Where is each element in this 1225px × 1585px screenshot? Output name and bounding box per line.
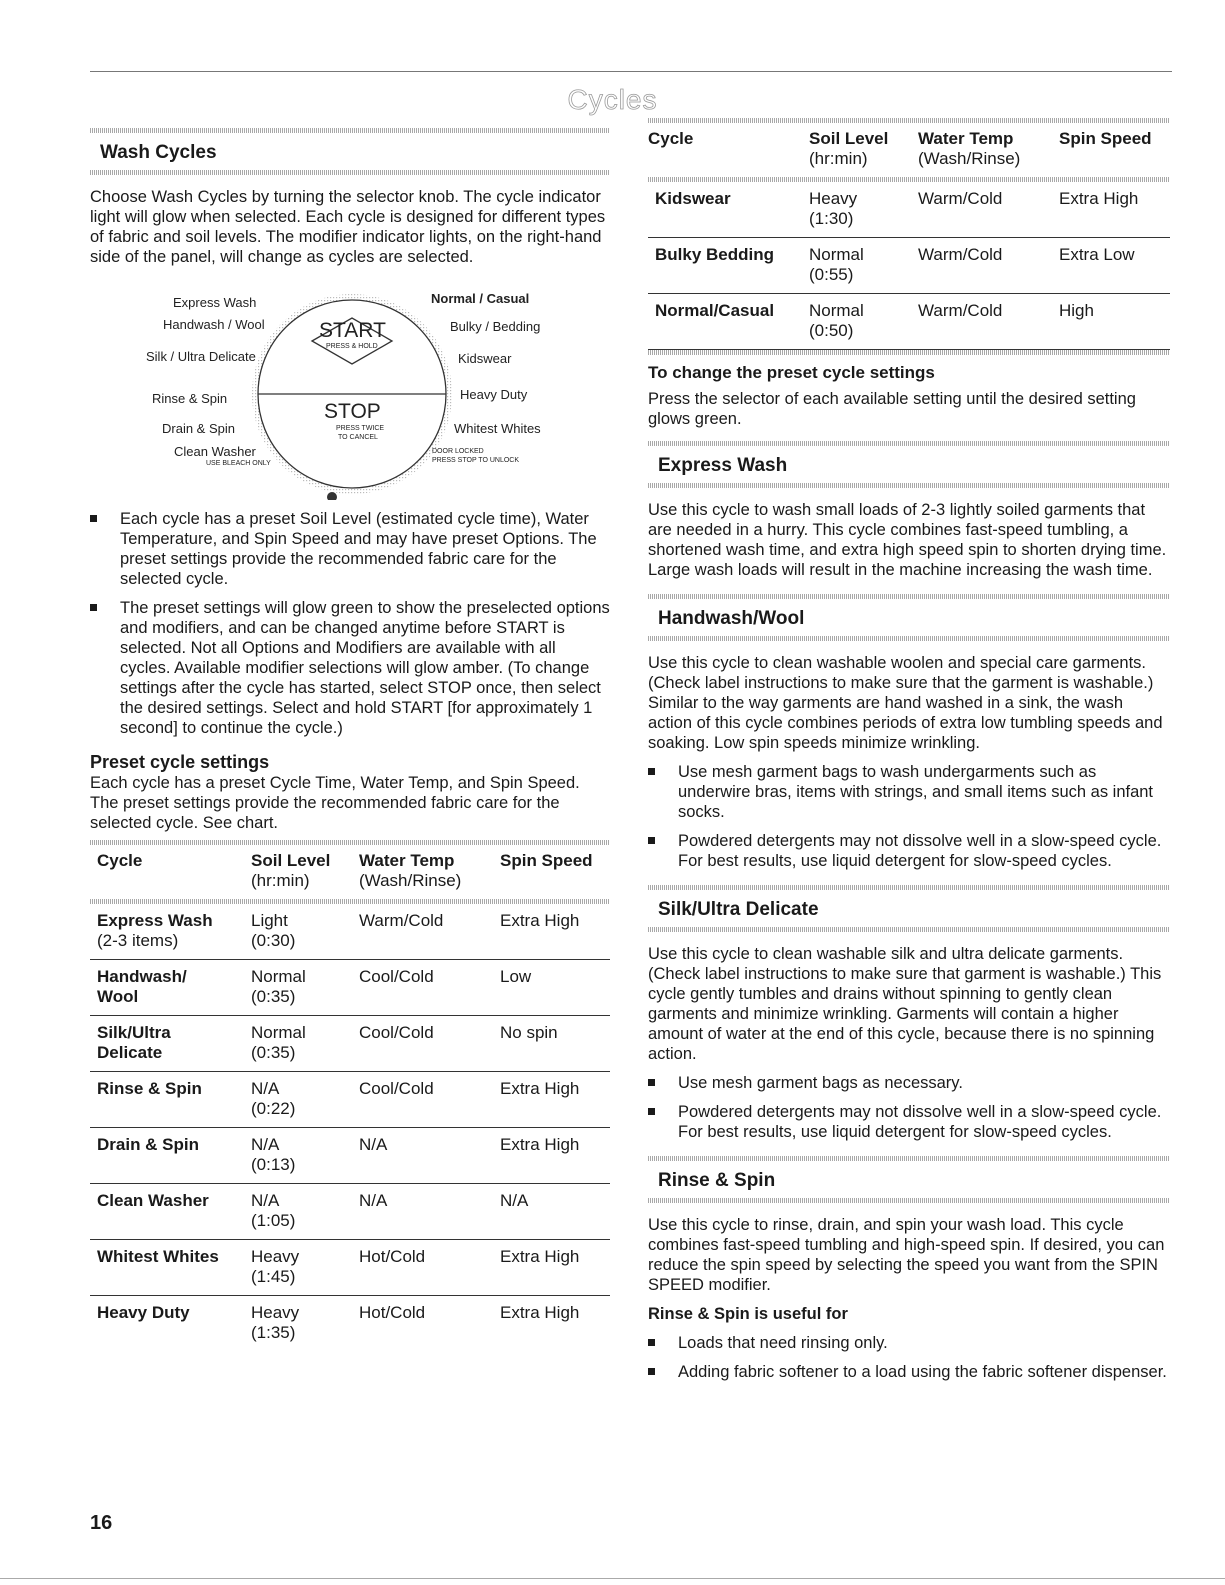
panel-label: Rinse & Spin (152, 391, 228, 406)
change-preset-title: To change the preset cycle settings (648, 363, 935, 382)
silk-bullets (648, 1073, 1170, 1142)
rinse-text: Use this cycle to rinse, drain, and spin your wash load. This cycle combines fast-speed tumbling and high-speed spin. If desired, you can reduce the spin speed by selecting the speed you want from the SPIN SPEED modifier. (648, 1216, 1165, 1294)
list-item: Loads that need rinsing only. (648, 1333, 1170, 1353)
start-sub-label: PRESS & HOLD (326, 343, 378, 350)
stop-sub-label: PRESS TWICE (336, 425, 385, 432)
header-temp: Water Temp (Wash/Rinse) (359, 851, 462, 890)
section-rule (648, 927, 1170, 932)
table-row: Handwash/ Wool Normal (0:35) Cool/Cold Low (90, 960, 610, 1016)
wash-cycles-heading: Wash Cycles (100, 142, 217, 163)
section-rule (648, 1198, 1170, 1203)
header-soil: Soil Level (hr:min) (251, 851, 331, 890)
rinse-bullets (648, 1333, 1170, 1382)
panel-label: Whitest Whites (454, 421, 541, 436)
handwash-bullets (648, 762, 1170, 871)
panel-label: PRESS STOP TO UNLOCK (432, 457, 520, 464)
panel-label: Normal / Casual (431, 291, 530, 306)
table-row: Express Wash (2-3 items) Light (0:30) Warm/Cold Extra High (90, 904, 610, 960)
table-row: Clean Washer N/A (1:05) N/A N/A (90, 1184, 610, 1240)
page-number: 16 (90, 1512, 113, 1534)
panel-label: Drain & Spin (162, 421, 235, 436)
top-rule (90, 71, 1172, 72)
rinse-useful-title: Rinse & Spin is useful for (648, 1305, 848, 1323)
cycle-table-left (90, 840, 610, 1351)
table-row: Bulky Bedding Normal (0:55) Warm/Cold Extra Low (648, 238, 1170, 294)
list-item: Each cycle has a preset Soil Level (estimated cycle time), Water Temperature, and Spin Speed and may have preset Options. The preset settings provide the recommended fabric care for the selected cycle. (90, 509, 610, 589)
change-preset-text: Press the selector of each available setting until the desired setting glows green. (648, 390, 1136, 428)
table-row: Kidswear Heavy (1:30) Warm/Cold Extra High (648, 182, 1170, 238)
preset-text: Each cycle has a preset Cycle Time, Water Temp, and Spin Speed. The preset settings provide the recommended fabric care for the selected cycle. See chart. (90, 774, 580, 832)
list-item: Powdered detergents may not dissolve well in a slow-speed cycle. For best results, use liquid detergent for slow-speed cycles. (648, 831, 1170, 871)
table-row: Normal/Casual Normal (0:50) Warm/Cold High (648, 294, 1170, 350)
stop-sub-label: TO CANCEL (338, 434, 378, 441)
preset-title: Preset cycle settings (90, 752, 270, 772)
panel-label: DOOR LOCKED (432, 448, 484, 455)
panel-label: Clean Washer (174, 444, 256, 459)
panel-label: Heavy Duty (460, 387, 528, 402)
panel-label: Express Wash (173, 295, 257, 310)
table-row: Heavy Duty Heavy (1:35) Hot/Cold Extra High (97, 1303, 580, 1342)
header-cycle: Cycle (97, 851, 143, 870)
panel-label: Bulky / Bedding (450, 319, 541, 334)
control-panel-diagram (90, 285, 610, 500)
section-rule (648, 483, 1170, 488)
header-spin: Spin Speed (1059, 129, 1152, 148)
list-item: Use mesh garment bags as necessary. (648, 1073, 1170, 1093)
start-label: START (319, 319, 386, 342)
panel-label: Kidswear (458, 351, 512, 366)
wash-cycles-intro: Choose Wash Cycles by turning the selector knob. The cycle indicator light will glow when selected. Each cycle is designed for different types of fabric and soil levels. The modifier indicator lights, on the right-hand side of the panel, will change as cycles are selected. (90, 188, 606, 266)
section-rule (648, 636, 1170, 641)
rinse-heading: Rinse & Spin (658, 1170, 776, 1191)
silk-text: Use this cycle to clean washable silk and ultra delicate garments. (Check label instructions to make sure that garment is washable.) This cycle gently tumbles and drains without spinning to gently clean garments and minimize wrinkling. Garments will contain a higher amount of water at the end of this cycle, because there is no spinning action. (648, 945, 1162, 1063)
right-column (648, 118, 1170, 1382)
panel-label: Silk / Ultra Delicate (146, 349, 256, 364)
header-soil: Soil Level (hr:min) (809, 129, 889, 168)
table-row: Whitest Whites Heavy (1:45) Hot/Cold Extra High (90, 1240, 610, 1296)
lock-icon (327, 492, 337, 500)
page-title: Cycles (567, 84, 658, 115)
list-item: Adding fabric softener to a load using the fabric softener dispenser. (648, 1362, 1170, 1382)
express-wash-heading: Express Wash (658, 455, 788, 476)
handwash-text: Use this cycle to clean washable woolen and special care garments. (Check label instructions to make sure that the garment is washable.) Similar to the way garments are hand washed in a sink, the wash action of this cycle combines periods of extra low tumbling speeds and soaking. Low spin speeds minimize wrinkling. (648, 654, 1163, 752)
silk-heading: Silk/Ultra Delicate (658, 899, 819, 920)
stop-label: STOP (324, 400, 381, 423)
left-column (90, 128, 610, 1351)
list-item: Powdered detergents may not dissolve well in a slow-speed cycle. For best results, use liquid detergent for slow-speed cycles. (648, 1102, 1170, 1142)
table-row: Rinse & Spin N/A (0:22) Cool/Cold Extra High (90, 1072, 610, 1128)
wash-cycles-bullets (90, 509, 610, 738)
list-item: The preset settings will glow green to show the preselected options and modifiers, and can be changed anytime before START is selected. Not all Options and Modifiers are available with all cycles. Available modifier selections will glow amber. (To change settings after the cycle has started, select STOP once, then select the desired settings. Select and hold START [for approximately 1 second] to continue the cycle.) (90, 598, 610, 738)
table-row: Drain & Spin N/A (0:13) N/A Extra High (90, 1128, 610, 1184)
panel-label: USE BLEACH ONLY (206, 460, 271, 467)
bottom-rule (0, 1578, 1225, 1579)
header-spin: Spin Speed (500, 851, 593, 870)
handwash-heading: Handwash/Wool (658, 608, 805, 629)
panel-label: Handwash / Wool (163, 317, 265, 332)
list-item: Use mesh garment bags to wash undergarments such as underwire bras, items with strings, and small items such as infant socks. (648, 762, 1170, 822)
header-cycle: Cycle (648, 129, 694, 148)
section-rule (90, 170, 610, 175)
table-row: Silk/Ultra Delicate Normal (0:35) Cool/Cold No spin (90, 1016, 610, 1072)
cycle-table-right (648, 118, 1170, 355)
header-temp: Water Temp (Wash/Rinse) (918, 129, 1021, 168)
express-wash-text: Use this cycle to wash small loads of 2-3 lightly soiled garments that are needed in a hurry. This cycle combines fast-speed tumbling, a shortened wash time, and extra high speed spin to shorten drying time. Large wash loads will result in the machine increasing the wash time. (648, 501, 1167, 579)
